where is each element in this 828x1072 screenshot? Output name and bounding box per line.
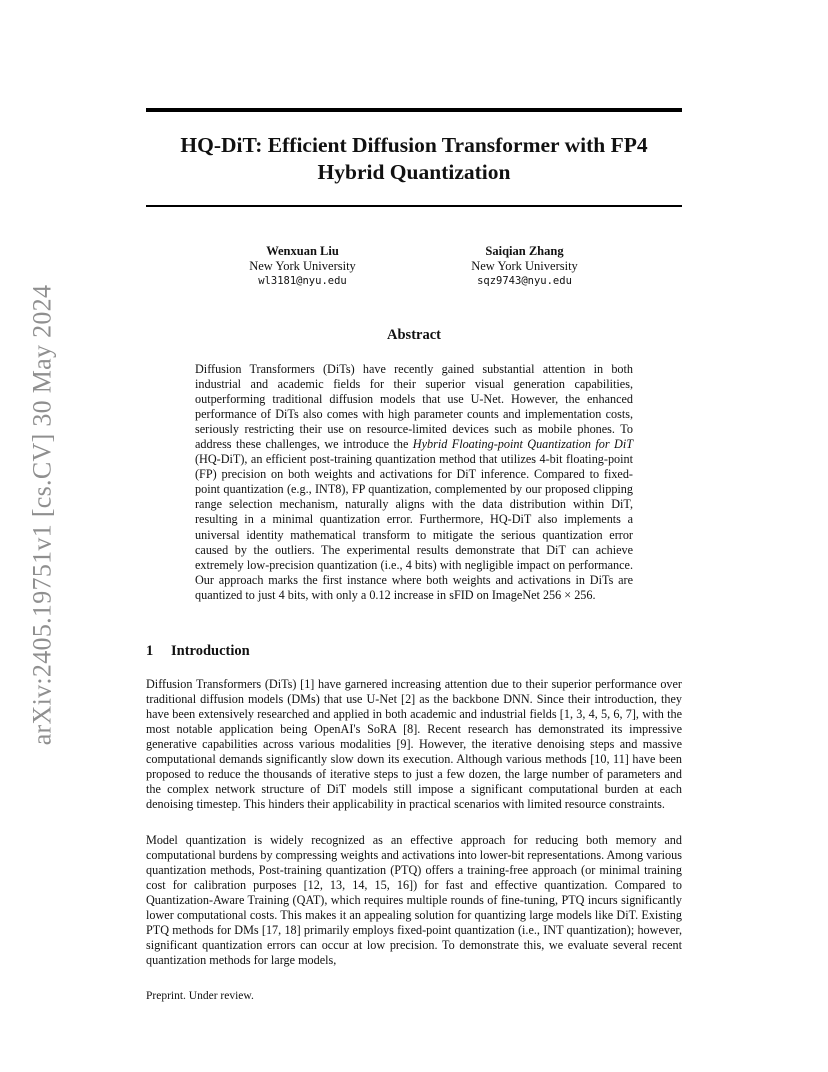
abstract-text	[195, 362, 633, 603]
arxiv-identifier-stamp	[24, 275, 60, 755]
author-name: Wenxuan Liu	[266, 244, 339, 258]
author-block	[452, 244, 597, 289]
paper-title-line-1: HQ-DiT: Efficient Diffusion Transformer with FP4	[180, 133, 648, 157]
abstract-text-part-1: Diffusion Transformers (DiTs) have recently gained substantial attention in both industrial and academic fields for their superior visual generation capabilities, outperforming traditional diffusion models that use U-Net. However, the enhanced performance of DiTs also comes with high parameter counts and implementation costs, seriously restricting their use on resource-limited devices such as mobile phones. To address these challenges, we introduce the	[195, 362, 633, 452]
author-affiliation: New York University	[471, 259, 578, 273]
section-title: Introduction	[171, 643, 250, 659]
author-block	[230, 244, 375, 289]
paper-title-line-2: Hybrid Quantization	[317, 160, 511, 184]
abstract-heading: Abstract	[387, 327, 441, 343]
body-paragraph: Diffusion Transformers (DiTs) [1] have garnered increasing attention due to their superior performance over traditional diffusion models (DMs) that use U-Net [2] as the backbone DNN. Since their introduction, they have been extensively researched and applied in both academic and industrial fields [1, 3, 4, 5, 6, 7], with the most notable application being OpenAI's SoRA [8]. Recent research has demonstrated its impressive generative capabilities across various modalities [9]. However, the iterative denoising steps and massive computational demands significantly slow down its execution. Although various methods [10, 11] have been proposed to reduce the thousands of iterative steps to just a few dozen, the large number of parameters and the complex network structure of DiT models still impose a significant computational burden at each denoising timestep. This hinders their applicability in practical scenarios with limited resource constraints.	[146, 677, 682, 812]
paper-title	[146, 132, 682, 186]
abstract-method-name: Hybrid Floating-point Quantization for DiT	[412, 437, 633, 452]
section-number: 1	[146, 643, 154, 659]
title-top-rule	[146, 108, 682, 112]
author-email: wl3181@nyu.edu	[258, 275, 347, 287]
abstract-text-part-2: (HQ-DiT), an efficient post-training quantization method that utilizes 4-bit floating-point (FP) precision on both weights and activations for DiT inference. Compared to fixed-point quantization (e.g., INT8), FP quantization, complemented by our proposed clipping range selection mechanism, naturally aligns with the data distribution within DiT, resulting in a minimal quantization error. Furthermore, HQ-DiT also implements a universal identity mathematical transform to mitigate the serious quantization error caused by the outliers. The experimental results demonstrate that DiT can achieve extremely low-precision quantization (i.e., 4 bits) with negligible impact on performance. Our approach marks the first instance where both weights and activations in DiTs are quantized to just 4 bits, with only a 0.12 increase in sFID on ImageNet 256 × 256.	[195, 452, 633, 602]
author-name: Saiqian Zhang	[485, 244, 564, 258]
section-heading	[146, 643, 250, 660]
author-email: sqz9743@nyu.edu	[477, 275, 572, 287]
author-affiliation: New York University	[249, 259, 356, 273]
page-footer: Preprint. Under review.	[146, 990, 254, 1002]
body-paragraph: Model quantization is widely recognized as an effective approach for reducing both memory and computational burdens by compressing weights and activations into lower-bit representations. Among various quantization methods, Post-training quantization (PTQ) offers a training-free approach (or minimal training cost for calibration purposes [12, 13, 14, 15, 16]) for fast and effective quantization. Compared to Quantization-Aware Training (QAT), which requires multiple rounds of fine-tuning, PTQ incurs significantly lower computational costs. This makes it an appealing solution for quantizing large models like DiT. Existing PTQ methods for DMs [17, 18] primarily employs fixed-point quantization (i.e., INT quantization); however, significant quantization errors can occur at low precision. To demonstrate this, we evaluate several recent quantization methods for large models,	[146, 833, 682, 968]
title-bottom-rule	[146, 205, 682, 207]
arxiv-identifier-text: arXiv:2405.19751v1 [cs.CV] 30 May 2024	[27, 284, 57, 746]
